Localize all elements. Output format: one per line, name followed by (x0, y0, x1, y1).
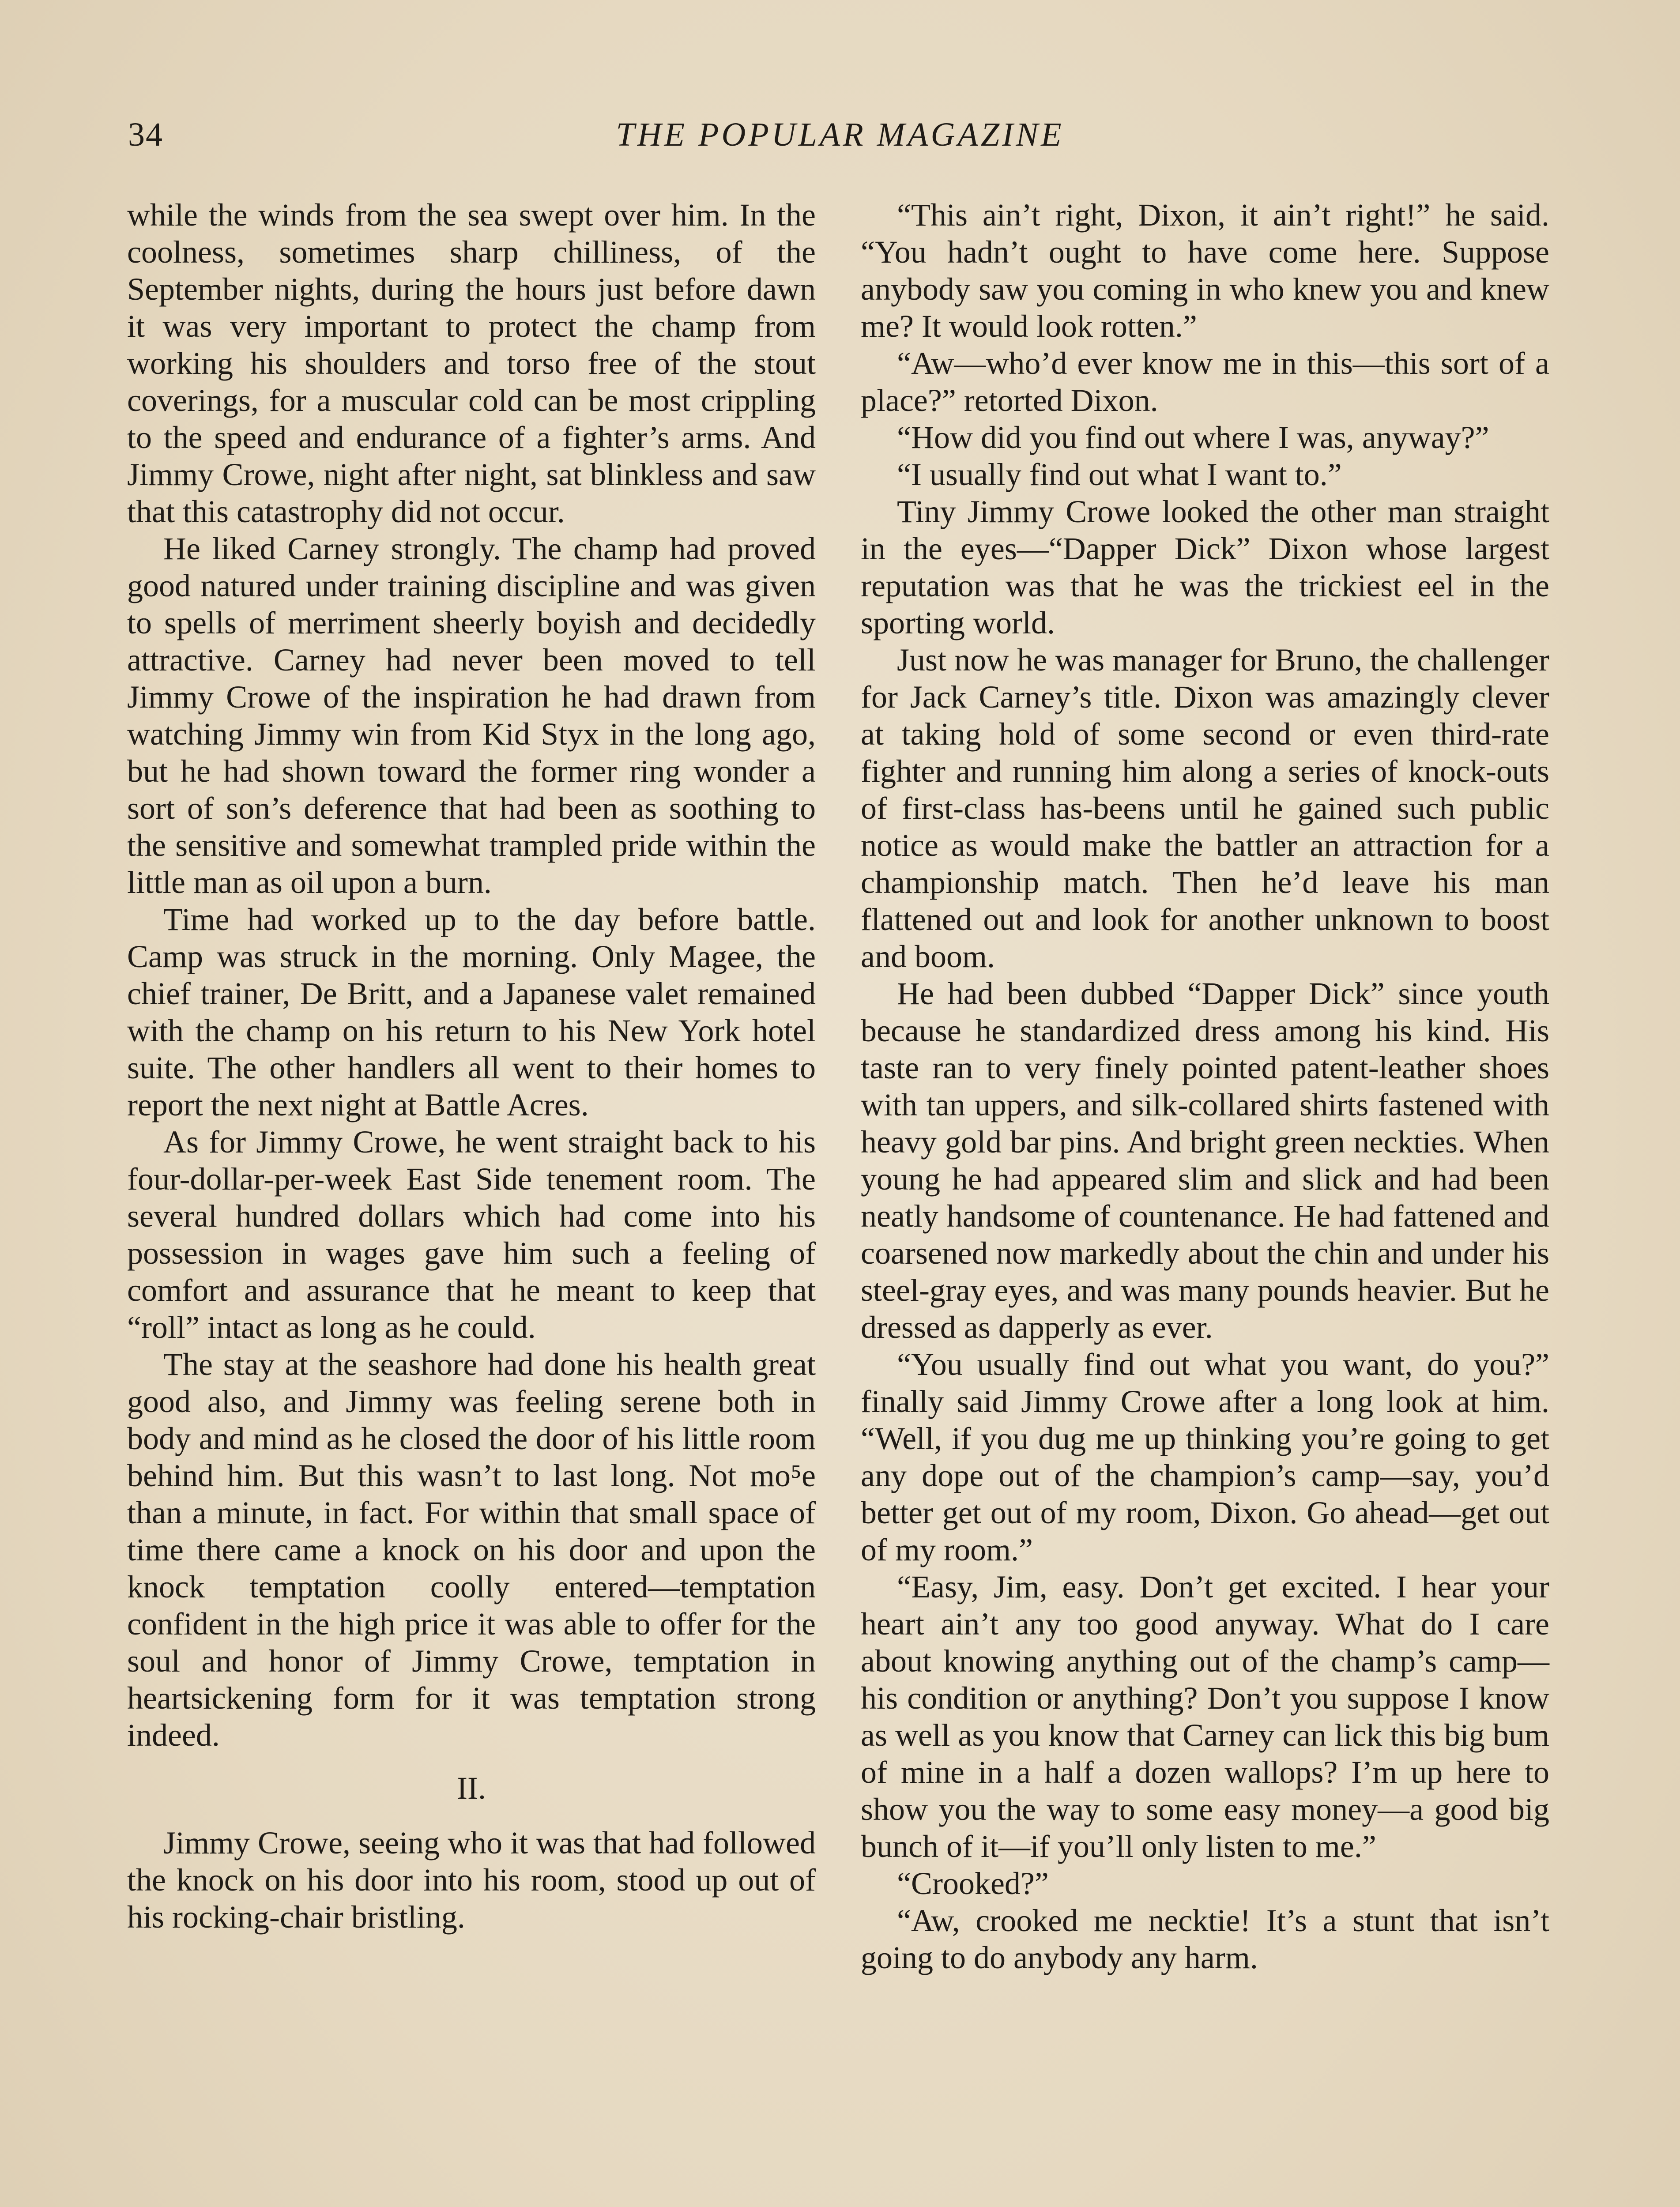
paragraph: “Easy, Jim, easy. Don’t get excited. I hear your heart ain’t any too good anyway. What do I care about knowing anything out of the champ’s camp—his condition or anything? Don’t you suppose I know as well as you know that Carney can lick this big bum of mine in a half a dozen wallops? I’m up here to show you the way to some easy money—a good big bunch of it—if you’ll only listen to me.” (861, 1569, 1549, 1864)
paragraph: Just now he was manager for Bruno, the challenger for Jack Carney’s title. Dixon was amazingly clever at taking hold of some second or even third-rate fighter and running him along a series of knock-outs of first-class has-beens until he gained such public notice as would make the battler an attraction for a championship match. Then he’d leave his man flattened out and look for another unknown to boost and boom. (861, 642, 1549, 974)
page-number: 34 (128, 116, 163, 153)
paragraph: Time had worked up to the day before battle. Camp was struck in the morning. Only Magee, the chief trainer, De Britt, and a Japanese valet remained with the champ on his return to his New York hotel suite. The other handlers all went to their homes to report the next night at Battle Acres. (127, 902, 816, 1122)
paragraph: He liked Carney strongly. The champ had proved good natured under training discipline and was given to spells of merriment sheerly boyish and decidedly attractive. Carney had never been moved to tell Jimmy Crowe of the inspiration he had drawn from watching Jimmy win from Kid Styx in the long ago, but he had shown toward the former ring wonder a sort of son’s deference that had been as soothing to the sensitive and somewhat trampled pride within the little man as oil upon a burn. (127, 531, 816, 900)
paragraph: while the winds from the sea swept over him. In the coolness, sometimes sharp chilliness, of the September nights, during the hours just before dawn it was very important to protect the champ from working his shoulders and torso free of the stout coverings, for a muscular cold can be most crippling to the speed and endurance of a fighter’s arms. And Jimmy Crowe, night after night, sat blinkless and saw that this catastrophy did not occur. (127, 197, 816, 529)
running-head: THE POPULAR MAGAZINE (616, 116, 1064, 153)
paragraph: “Aw—who’d ever know me in this—this sort of a place?” retorted Dixon. (861, 346, 1549, 418)
paragraph: As for Jimmy Crowe, he went straight back to his four-dollar-per-week East Side tenement room. The several hundred dollars which had come into his possession in wages gave him such a feeling of comfort and assurance that he meant to keep that “roll” intact as long as he could. (127, 1124, 816, 1345)
paragraph: “Crooked?” (897, 1866, 1049, 1901)
paragraph: Tiny Jimmy Crowe looked the other man straight in the eyes—“Dapper Dick” Dixon whose largest reputation was that he was the trickiest eel in the sporting world. (861, 494, 1549, 640)
right-column (861, 196, 1549, 1976)
paragraph: Jimmy Crowe, seeing who it was that had followed the knock on his door into his room, stood up out of his rocking-chair bristling. (127, 1825, 816, 1935)
paragraph: He had been dubbed “Dapper Dick” since youth because he standardized dress among his kind. His taste ran to very finely pointed patent-leather shoes with tan uppers, and silk-collared shirts fastened with heavy gold bar pins. And bright green neckties. When young he had appeared slim and slick and had been neatly handsome of countenance. He had fattened and coarsened now markedly about the chin and under his steel-gray eyes, and was many pounds heavier. But he dressed as dapperly as ever. (861, 976, 1549, 1345)
paragraph: “How did you find out where I was, anyway?” (897, 420, 1489, 455)
section-number: II. (457, 1770, 486, 1806)
paragraph: The stay at the seashore had done his health great good also, and Jimmy was feeling serene both in body and mind as he closed the door of his little room behind him. But this wasn’t to last long. Not mo⁵e than a minute, in fact. For within that small space of time there came a knock on his door and upon the knock temptation coolly entered—temptation confident in the high price it was able to offer for the soul and honor of Jimmy Crowe, temptation in heartsickening form for it was temptation strong indeed. (127, 1347, 816, 1753)
paragraph: “You usually find out what you want, do you?” finally said Jimmy Crowe after a long look at him. “Well, if you dug me up thinking you’re going to get any dope out of the champion’s camp—say, you’d better get out of my room, Dixon. Go ahead—get out of my room.” (861, 1347, 1549, 1567)
left-column (127, 196, 816, 1936)
paragraph: “This ain’t right, Dixon, it ain’t right!” he said. “You hadn’t ought to have come here. Suppose anybody saw you coming in who knew you and knew me? It would look rotten.” (861, 197, 1549, 344)
paragraph: “Aw, crooked me necktie! It’s a stunt that isn’t going to do anybody any harm. (861, 1903, 1549, 1975)
paragraph: “I usually find out what I want to.” (897, 457, 1342, 492)
